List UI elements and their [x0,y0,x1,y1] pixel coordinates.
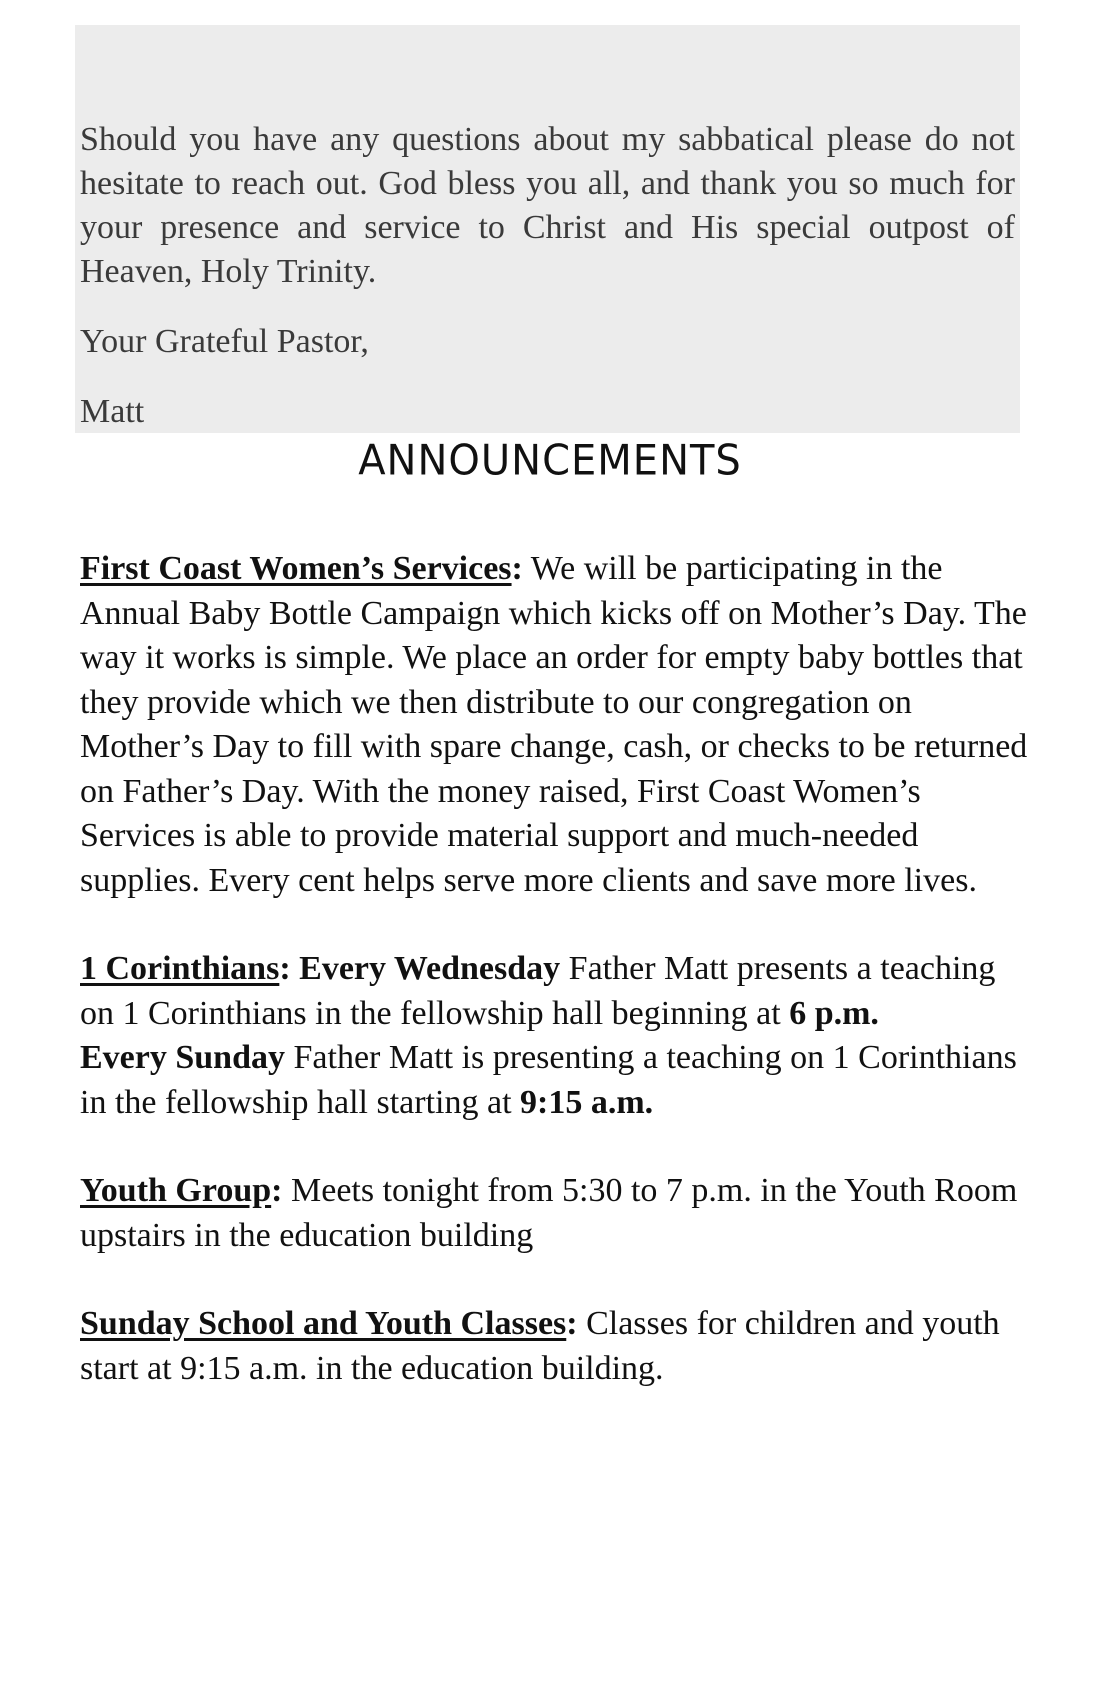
announcement-title: First Coast Women’s Services [80,550,512,587]
title-colon: : [511,550,523,587]
wednesday-text: Father Matt presents a teaching on 1 Corinthians in the fellowship hall beginning at [80,950,996,1032]
sunday-text: Father Matt is presenting a teaching on 1 Corinthians in the fellowship hall starting at [80,1039,1017,1121]
announcement-text-wednesday [80,947,1030,1036]
title-colon: : [279,950,291,987]
letter-line: so much for your presence and service to Christ and His [80,165,1015,246]
title-colon: : [271,1172,283,1209]
sunday-label: Every Sunday [80,1039,285,1076]
letter-line: special outpost of Heaven, Holy Trinity. [80,209,1016,290]
announcement-title: Youth Group [80,1172,272,1209]
wednesday-time: 6 p.m. [789,994,879,1032]
letter-paragraph [80,118,1015,294]
announcements-heading: ANNOUNCEMENTS [358,436,742,486]
letter-signature: Matt [80,393,145,430]
announcement-text [80,1169,1030,1258]
letter-line: do not hesitate to reach out. God bless you all, and thank you [80,121,1015,202]
pastor-letter-box [75,25,1020,433]
sunday-time: 9:15 a.m. [520,1083,654,1121]
announcement-youth-group [80,1169,1030,1258]
wednesday-label: Every Wednesday [299,950,561,987]
announcement-text [80,1302,1030,1391]
announcement-fcws [80,547,1030,903]
announcement-body: We will be participating in the Annual Baby Bottle Campaign which kicks off on Mother’s Day. The way it works is simple. We place an order for empty baby bottles that they provide which we then distribute to our congregation on Mother’s Day to fill with spare change, cash, or checks to be returned on Father’s Day. With the money raised, First Coast Women’s Services is able to provide material support and much-needed supplies. Every cent helps serve more clients and save more lives. [80,550,1028,899]
letter-closing: Your Grateful Pastor, [80,323,369,360]
letter-line: Should you have any questions about my sabbatical please [80,121,912,158]
title-colon: : [566,1305,578,1342]
announcement-title: Sunday School and Youth Classes [80,1305,567,1342]
announcement-body: Classes for children and youth start at 9:15 a.m. in the education building. [80,1305,1000,1387]
announcement-corinthians [80,947,1030,1125]
announcement-text [80,547,1030,903]
announcements-list [80,547,1030,1435]
announcement-body: Meets tonight from 5:30 to 7 p.m. in the Youth Room upstairs in the education building [80,1172,1018,1254]
announcement-title: 1 Corinthians [80,950,280,987]
announcement-text-sunday [80,1036,1030,1125]
announcement-sunday-school [80,1302,1030,1391]
